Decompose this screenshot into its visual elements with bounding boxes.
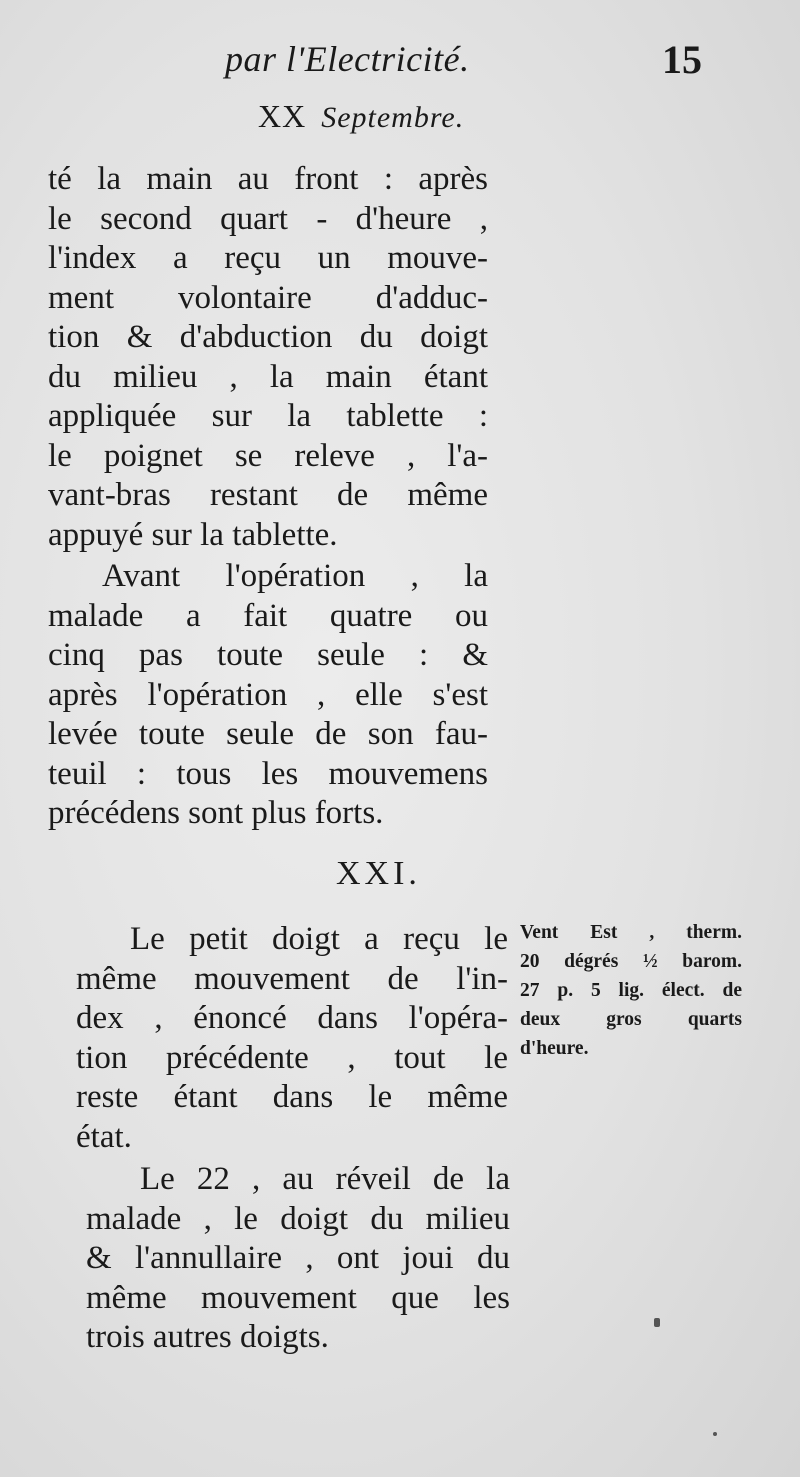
text-line: du milieu , la main étant — [48, 358, 488, 395]
text-line: reste étant dans le même — [76, 1079, 508, 1115]
note-line: 27 p. 5 lig. élect. de — [520, 980, 742, 1001]
ink-speck — [654, 1318, 660, 1327]
text-line: tion précédente , tout le — [76, 1039, 508, 1076]
text-line: Le 22 , au réveil de la — [140, 1161, 510, 1197]
date-heading-numeral: XX — [258, 98, 307, 134]
text-line: le second quart - d'heure , — [48, 200, 488, 237]
section-heading: XXI. — [336, 855, 421, 892]
note-line: deux gros quarts — [520, 1009, 742, 1030]
text-line: Avant l'opération , la — [102, 558, 488, 594]
text-line: levée toute seule de son fau- — [48, 716, 488, 752]
text-line: après l'opération , elle s'est — [48, 676, 488, 713]
ink-speck — [713, 1432, 717, 1436]
text-line: ment volontaire d'adduc- — [48, 279, 488, 316]
text-line: Le petit doigt a reçu le — [130, 921, 508, 957]
text-line: teuil : tous les mouvemens — [48, 755, 488, 792]
text-line: l'index a reçu un mouve- — [48, 240, 488, 276]
date-heading — [258, 98, 464, 135]
paragraph-4 — [86, 1160, 510, 1358]
text-line: tion & d'abduction du doigt — [48, 319, 488, 355]
note-line: d'heure. — [520, 1038, 589, 1059]
text-line: le poignet se releve , l'a- — [48, 437, 488, 474]
running-title: par l'Electricité. — [225, 39, 470, 79]
text-line: dex , énoncé dans l'opéra- — [76, 1000, 508, 1036]
text-line: trois autres doigts. — [86, 1319, 329, 1355]
text-line: vant-bras restant de même — [48, 477, 488, 513]
text-line: précédens sont plus forts. — [48, 795, 384, 831]
text-line: té la main au front : après — [48, 161, 488, 197]
text-line: malade a fait quatre ou — [48, 597, 488, 634]
paragraph-3 — [76, 920, 508, 1157]
note-line: 20 dégrés ½ barom. — [520, 951, 742, 972]
text-line: appuyé sur la tablette. — [48, 516, 338, 553]
text-line: cinq pas toute seule : & — [48, 637, 488, 673]
text-line: état. — [76, 1118, 132, 1155]
paragraph-1 — [48, 160, 488, 555]
text-line: & l'annullaire , ont joui du — [86, 1240, 510, 1276]
margin-note — [520, 918, 742, 1063]
text-line: appliquée sur la tablette : — [48, 398, 488, 434]
date-heading-month: Septembre. — [321, 101, 465, 134]
page-number: 15 — [662, 37, 702, 82]
text-line: même mouvement de l'in- — [76, 960, 508, 997]
paragraph-2 — [48, 557, 488, 834]
note-line: Vent Est , therm. — [520, 922, 742, 943]
text-line: malade , le doigt du milieu — [86, 1200, 510, 1237]
text-line: même mouvement que les — [86, 1279, 510, 1316]
